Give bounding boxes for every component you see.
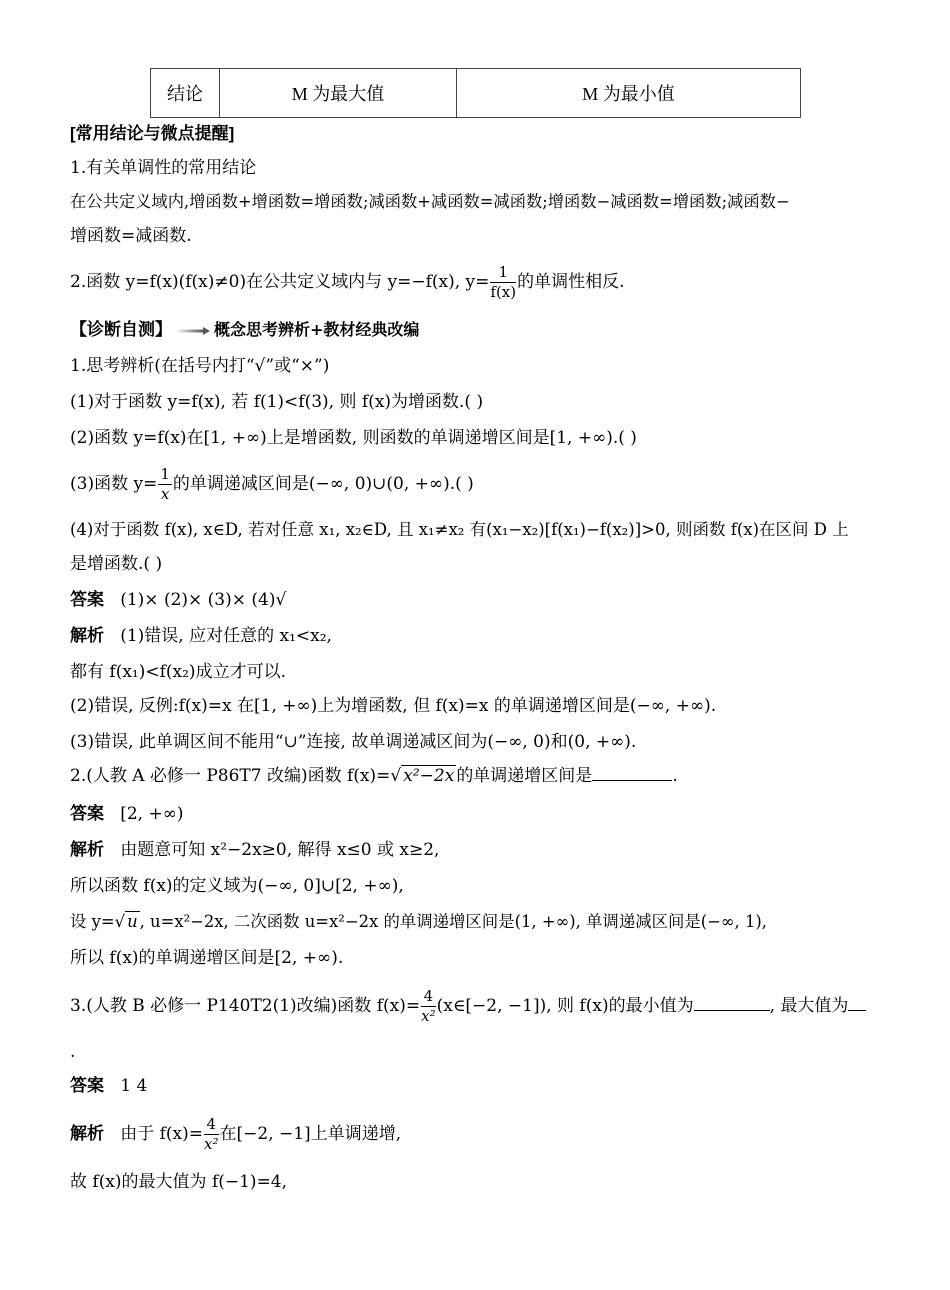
diag-heading: 【诊断自测】 <box>70 320 172 339</box>
answer-label: 答案 <box>70 1076 104 1095</box>
tips-item2-suffix: 的单调性相反. <box>517 272 625 292</box>
q1-explain-1 <box>70 624 890 648</box>
diag-header <box>70 318 890 342</box>
q2-explain-1 <box>70 838 890 862</box>
q2-explain-2: 所以函数 f(x)的定义域为(−∞, 0]∪[2, +∞), <box>70 876 404 896</box>
answer-label: 答案 <box>70 590 104 609</box>
radical-u: √ u <box>114 912 138 931</box>
fraction-one-over-x <box>158 467 172 502</box>
fraction-four-over-x2-explain <box>204 1117 218 1152</box>
q2-explain-3-suffix: , u=x²−2x, 二次函数 u=x²−2x 的单调递增区间是(1, +∞), 单调递减区间是(−∞, 1), <box>139 912 768 931</box>
q3-explain-1 <box>70 1112 890 1156</box>
q2-question <box>70 764 890 788</box>
q3-explain-1-prefix: 由于 f(x)= <box>120 1124 204 1144</box>
tips-item2 <box>70 260 890 304</box>
diag-subtitle: 概念思考辨析+教材经典改编 <box>214 320 420 339</box>
tips-item1-title: 1.有关单调性的常用结论 <box>70 158 257 178</box>
table-cell-min: M 为最小值 <box>457 69 801 118</box>
q3-mid2: , 最大值为 <box>769 996 849 1016</box>
q1-explain-3: (2)错误, 反例:f(x)=x 在[1, +∞)上为增函数, 但 f(x)=x 的单调递增区间是(−∞, +∞). <box>70 696 717 716</box>
q3-answer-text: 1 4 <box>120 1076 148 1096</box>
q2-explain-3 <box>70 910 890 934</box>
fraction-numerator: 4 <box>421 989 435 1007</box>
q1-item2: (2)函数 y=f(x)在[1, +∞)上是增函数, 则函数的单调递增区间是[1, +∞).( ) <box>70 428 637 448</box>
q2-explain-3-prefix: 设 y= <box>70 912 115 931</box>
tips-item2-prefix: 2.函数 y=f(x)(f(x)≠0)在公共定义域内与 y=−f(x), y= <box>70 272 490 292</box>
q1-item4a: (4)对于函数 f(x), x∈D, 若对任意 x₁, x₂∈D, 且 x₁≠x₂ 有(x₁−x₂)[f(x₁)−f(x₂)]>0, 则函数 f(x)在区间 D 上 <box>70 520 849 539</box>
fraction-numerator: 4 <box>204 1117 218 1135</box>
q1-answer-text: (1)× (2)× (3)× (4)√ <box>120 590 287 610</box>
q2-answer <box>70 802 890 826</box>
tips-item1-text-b: 增函数=减函数. <box>70 226 192 246</box>
fraction-four-over-x2 <box>421 989 435 1024</box>
tips-item1-text-a: 在公共定义域内,增函数+增函数=增函数;减函数+减函数=减函数;增函数−减函数=增函数;减函数− <box>70 192 790 211</box>
answer-blank <box>592 779 672 781</box>
explain-label: 解析 <box>70 840 104 859</box>
q1-item3 <box>70 462 890 506</box>
radicand: x²−2x <box>403 766 455 786</box>
q1-answer <box>70 588 890 612</box>
radicand-u: u <box>127 912 138 931</box>
extremum-table <box>150 68 801 118</box>
q2-explain-4: 所以 f(x)的单调递增区间是[2, +∞). <box>70 948 344 968</box>
q1-title: 1.思考辨析(在括号内打“√”或“×”) <box>70 356 330 376</box>
q2-suffix: 的单调递增区间是 <box>456 766 593 786</box>
q1-item3-prefix: (3)函数 y= <box>70 474 158 494</box>
fraction-denominator: x <box>160 485 170 503</box>
fraction-denominator: f(x) <box>490 283 517 301</box>
fraction-denominator: x² <box>421 1007 436 1025</box>
q1-item4b: 是增函数.( ) <box>70 554 163 574</box>
q3-explain-2: 故 f(x)的最大值为 f(−1)=4, <box>70 1172 288 1192</box>
q1-explain-4: (3)错误, 此单调区间不能用“∪”连接, 故单调递减区间为(−∞, 0)和(0, +∞). <box>70 732 637 752</box>
explain-label: 解析 <box>70 1124 104 1143</box>
q2-end: . <box>672 766 678 786</box>
q1-explain-2: 都有 f(x₁)<f(x₂)成立才可以. <box>70 662 286 682</box>
radical-expression: √ x²−2x <box>390 766 455 786</box>
q3-explain-1-suffix: 在[−2, −1]上单调递增, <box>219 1124 402 1144</box>
fraction-numerator: 1 <box>490 265 516 283</box>
q3-question <box>70 984 890 1028</box>
q3-mid: (x∈[−2, −1]), 则 f(x)的最小值为 <box>436 996 694 1016</box>
q1-item3-suffix: 的单调递减区间是(−∞, 0)∪(0, +∞).( ) <box>172 474 474 494</box>
fraction-numerator: 1 <box>160 465 170 483</box>
table-row-label: 结论 <box>151 69 220 118</box>
table-cell-max: M 为最大值 <box>220 69 457 118</box>
fraction-one-over-fx <box>490 265 516 300</box>
q3-dot: . <box>70 1042 76 1062</box>
q1-item1: (1)对于函数 y=f(x), 若 f(1)<f(3), 则 f(x)为增函数.( ) <box>70 392 484 412</box>
q2-explain-1-text: 由题意可知 x²−2x≥0, 解得 x≤0 或 x≥2, <box>120 840 440 860</box>
arrow-right-icon <box>176 327 210 335</box>
answer-label: 答案 <box>70 804 104 823</box>
fraction-denominator: x² <box>204 1135 219 1153</box>
q3-prefix: 3.(人教 B 必修一 P140T2(1)改编)函数 f(x)= <box>70 996 421 1016</box>
q1-explain-1-text: (1)错误, 应对任意的 x₁<x₂, <box>120 626 332 646</box>
explain-label: 解析 <box>70 626 104 645</box>
tips-heading: [常用结论与微点提醒] <box>70 124 235 143</box>
answer-blank-min <box>694 1009 770 1011</box>
q2-prefix: 2.(人教 A 必修一 P86T7 改编)函数 f(x)= <box>70 766 391 786</box>
answer-blank-max <box>848 1009 866 1011</box>
q2-answer-text: [2, +∞) <box>120 804 184 824</box>
q3-answer <box>70 1074 890 1098</box>
